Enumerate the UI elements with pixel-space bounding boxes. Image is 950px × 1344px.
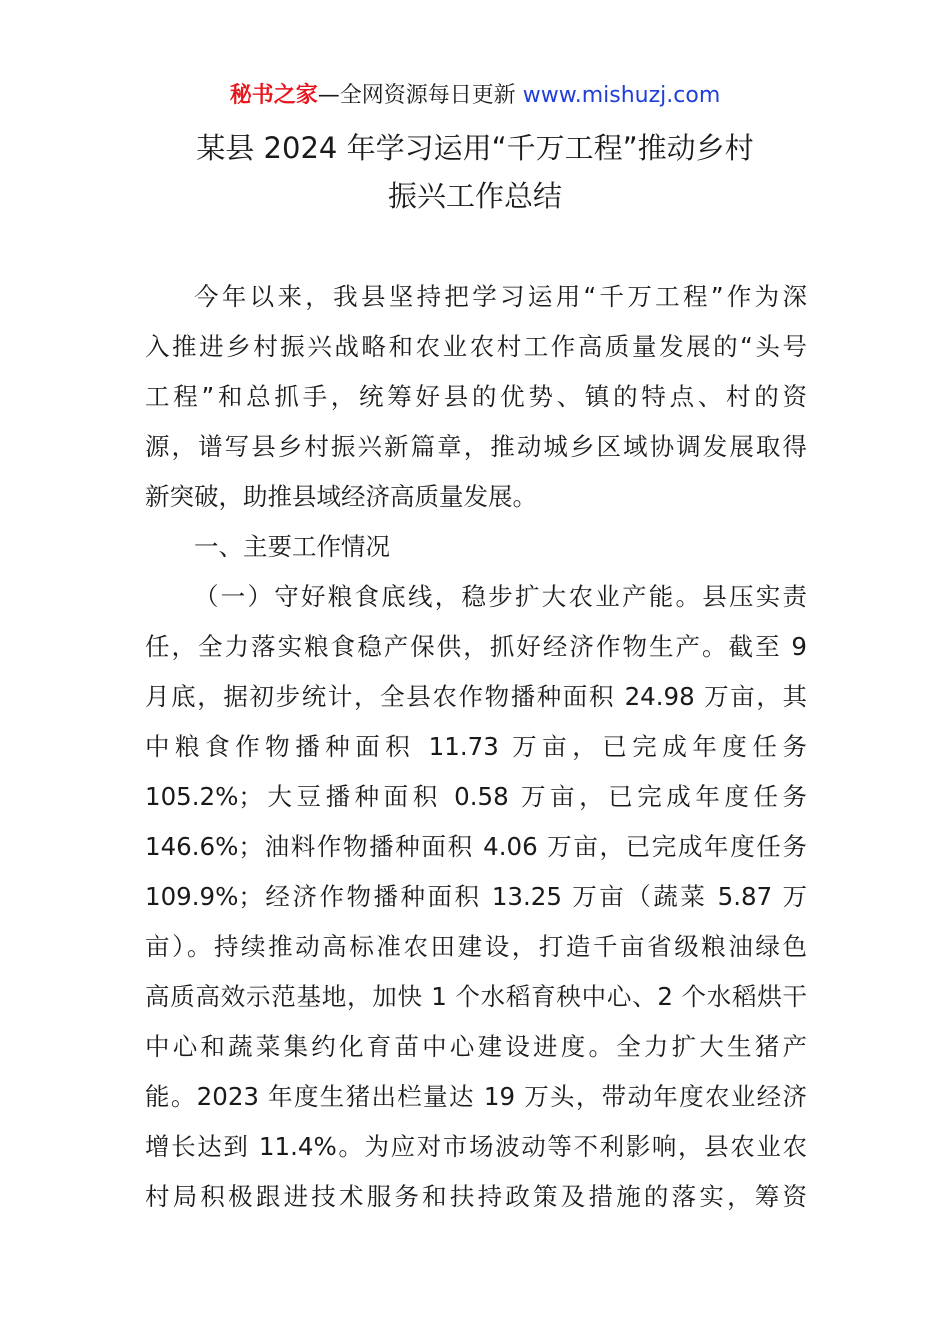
paragraph-section1-line: 增长达到 11.4%。为应对市场波动等不利影响，县农业农 <box>145 1132 807 1161</box>
paragraph-intro-line: 工程”和总抓手，统筹好县的优势、镇的特点、村的资 <box>145 382 807 411</box>
paragraph-section1-line: 月底，据初步统计，全县农作物播种面积 24.98 万亩，其 <box>145 682 807 711</box>
paragraph-intro-line: 今年以来，我县坚持把学习运用“千万工程”作为深 <box>194 282 807 311</box>
paragraph-section1-line: 中心和蔬菜集约化育苗中心建设进度。全力扩大生猪产 <box>145 1032 807 1061</box>
document-body <box>145 272 807 1222</box>
paragraph-section1-line: 105.2%；大豆播种面积 0.58 万亩，已完成年度任务 <box>145 782 807 811</box>
paragraph-section1-line: 能。2023 年度生猪出栏量达 19 万头，带动年度农业经济 <box>145 1082 807 1111</box>
title-line-2: 振兴工作总结 <box>387 179 562 213</box>
paragraph-section1-line: 亩）。持续推动高标准农田建设，打造千亩省级粮油绿色 <box>145 932 807 961</box>
site-header <box>0 80 950 112</box>
title-line-1: 某县 2024 年学习运用“千万工程”推动乡村 <box>196 131 754 165</box>
paragraph-intro-line: 入推进乡村振兴战略和农业农村工作高质量发展的“头号 <box>145 332 807 361</box>
paragraph-intro-line: 源，谱写县乡村振兴新篇章，推动城乡区域协调发展取得 <box>145 432 807 461</box>
paragraph-section1-line: 146.6%；油料作物播种面积 4.06 万亩，已完成年度任务 <box>145 832 807 861</box>
header-tagline: —全网资源每日更新 <box>317 83 523 108</box>
paragraph-section1-line: （一）守好粮食底线，稳步扩大农业产能。县压实责 <box>194 582 807 611</box>
paragraph-section1-line: 中粮食作物播种面积 11.73 万亩，已完成年度任务 <box>145 732 807 761</box>
paragraph-section1-line: 109.9%；经济作物播种面积 13.25 万亩（蔬菜 5.87 万 <box>145 882 807 911</box>
paragraph-section1-line: 村局积极跟进技术服务和扶持政策及措施的落实，筹资 <box>145 1182 807 1211</box>
paragraph-intro-line: 新突破，助推县域经济高质量发展。 <box>145 482 537 511</box>
section-heading: 一、主要工作情况 <box>194 532 390 561</box>
brand-name: 秘书之家 <box>229 83 318 108</box>
site-url-link[interactable]: www.mishuzj.com <box>522 83 721 108</box>
paragraph-section1-line: 高质高效示范基地，加快 1 个水稻育秧中心、2 个水稻烘干 <box>145 982 807 1011</box>
paragraph-section1-line: 任，全力落实粮食稳产保供，抓好经济作物生产。截至 9 <box>145 632 807 661</box>
document-title <box>0 124 950 220</box>
